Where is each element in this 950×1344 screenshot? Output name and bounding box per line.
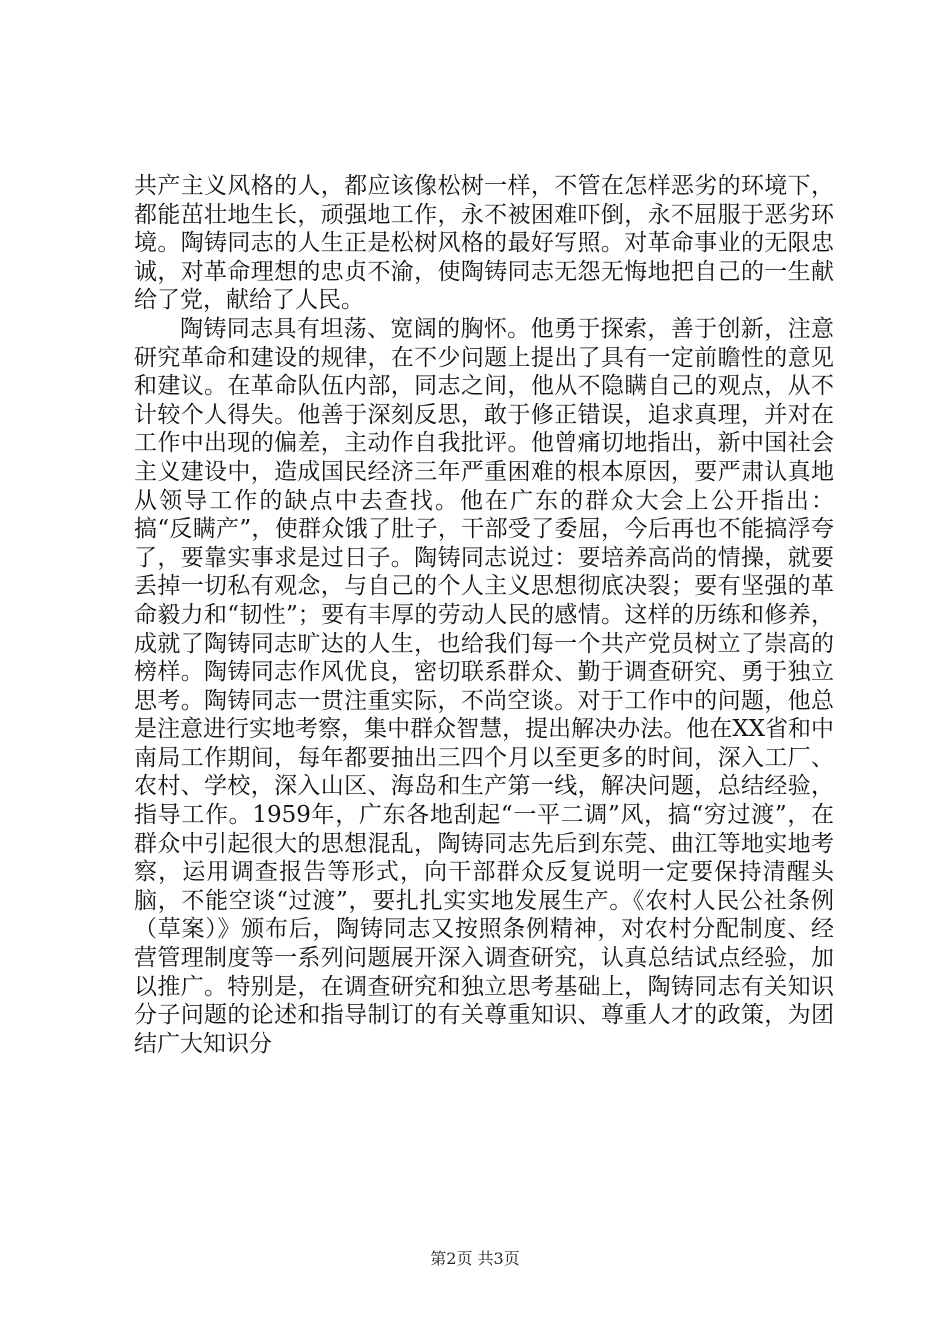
paragraph-continuation: 共产主义风格的人，都应该像松树一样，不管在怎样恶劣的环境下，都能茁壮地生长，顽强地工作，永不被困难吓倒，永不屈服于恶劣环境。陶铸同志的人生正是松树风格的最好写照。对革命事业的无限忠诚，对革命理想的忠贞不渝，使陶铸同志无怨无悔地把自己的一生献给了党，献给了人民。 xyxy=(134,173,834,314)
document-body xyxy=(134,172,834,1058)
page-number-footer: 第2页 共3页 xyxy=(430,1249,520,1268)
paragraph-main: 陶铸同志具有坦荡、宽阔的胸怀。他勇于探索，善于创新，注意研究革命和建设的规律，在不少问题上提出了具有一定前瞻性的意见和建议。在革命队伍内部，同志之间，他从不隐瞒自己的观点，从不计较个人得失。他善于深刻反思，敢于修正错误，追求真理，并对在工作中出现的偏差，主动作自我批评。他曾痛切地指出，新中国社会主义建设中，造成国民经济三年严重困难的根本原因，要严肃认真地从领导工作的缺点中去查找。他在广东的群众大会上公开指出：搞“反瞒产”，使群众饿了肚子，干部受了委屈，今后再也不能搞浮夸了，要靠实事求是过日子。陶铸同志说过：要培养高尚的情操，就要丢掉一切私有观念，与自己的个人主义思想彻底决裂；要有坚强的革命毅力和“韧性”；要有丰厚的劳动人民的感情。这样的历练和修养，成就了陶铸同志旷达的人生，也给我们每一个共产党员树立了崇高的榜样。陶铸同志作风优良，密切联系群众、勤于调查研究、勇于独立思考。陶铸同志一贯注重实际，不尚空谈。对于工作中的问题，他总是注意进行实地考察，集中群众智慧，提出解决办法。他在XX省和中南局工作期间，每年都要抽出三四个月以至更多的时间，深入工厂、农村、学校，深入山区、海岛和生产第一线，解决问题，总结经验，指导工作。1959年，广东各地刮起“一平二调”风，搞“穷过渡”，在群众中引起很大的思想混乱，陶铸同志先后到东莞、曲江等地实地考察，运用调查报告等形式，向干部群众反复说明一定要保持清醒头脑，不能空谈“过渡”，要扎扎实实地发展生产。《农村人民公社条例（草案）》颁布后，陶铸同志又按照条例精神，对农村分配制度、经营管理制度等一系列问题展开深入调查研究，认真总结试点经验，加以推广。特别是，在调查研究和独立思考基础上，陶铸同志有关知识分子问题的论述和指导制订的有关尊重知识、尊重人才的政策，为团结广大知识分 xyxy=(134,315,834,1057)
